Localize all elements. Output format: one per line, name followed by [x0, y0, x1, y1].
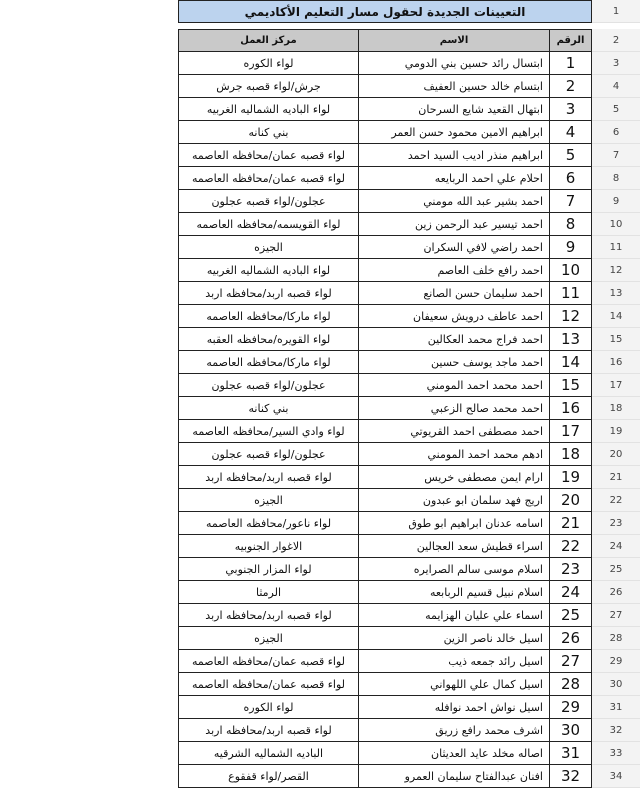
- number-cell[interactable]: 25: [550, 604, 592, 627]
- number-cell[interactable]: 12: [550, 305, 592, 328]
- name-cell[interactable]: احمد محمد احمد المومني: [359, 374, 550, 397]
- table-row: [178, 535, 640, 558]
- row-index[interactable]: 14: [592, 305, 640, 328]
- number-cell[interactable]: 15: [550, 374, 592, 397]
- work-center-cell[interactable]: لواء وادي السير/محافظه العاصمه: [178, 420, 359, 443]
- work-center-cell[interactable]: لواء قصبه اربد/محافظه اربد: [178, 719, 359, 742]
- row-index[interactable]: 10: [592, 213, 640, 236]
- number-cell[interactable]: 9: [550, 236, 592, 259]
- number-cell[interactable]: 5: [550, 144, 592, 167]
- name-cell[interactable]: اسيل رائد جمعه ذيب: [359, 650, 550, 673]
- number-cell[interactable]: 14: [550, 351, 592, 374]
- row-index[interactable]: 32: [592, 719, 640, 742]
- number-cell[interactable]: 31: [550, 742, 592, 765]
- table-row: [178, 742, 640, 765]
- name-cell[interactable]: اسلام نبيل قسيم الربابعه: [359, 581, 550, 604]
- work-center-cell[interactable]: الباديه الشماليه الشرقيه: [178, 742, 359, 765]
- name-cell[interactable]: اسيل خالد ناصر الزين: [359, 627, 550, 650]
- table-row: [178, 121, 640, 144]
- table-row: [178, 604, 640, 627]
- work-center-cell[interactable]: لواء الباديه الشماليه الغربيه: [178, 98, 359, 121]
- table-row: [178, 673, 640, 696]
- work-center-cell[interactable]: لواء قصبه اربد/محافظه اربد: [178, 604, 359, 627]
- number-cell[interactable]: 24: [550, 581, 592, 604]
- work-center-cell[interactable]: الاغوار الجنوبيه: [178, 535, 359, 558]
- row-index[interactable]: 17: [592, 374, 640, 397]
- work-center-cell[interactable]: لواء الكوره: [178, 52, 359, 75]
- table-row: [178, 650, 640, 673]
- work-center-cell[interactable]: عجلون/لواء قصبه عجلون: [178, 443, 359, 466]
- row-index[interactable]: 27: [592, 604, 640, 627]
- number-cell[interactable]: 10: [550, 259, 592, 282]
- name-cell[interactable]: احمد سليمان حسن الصانع: [359, 282, 550, 305]
- row-index[interactable]: 8: [592, 167, 640, 190]
- row-index[interactable]: 19: [592, 420, 640, 443]
- name-cell[interactable]: احمد بشير عبد الله مومني: [359, 190, 550, 213]
- number-cell[interactable]: 26: [550, 627, 592, 650]
- table-row: [178, 236, 640, 259]
- row-index[interactable]: 18: [592, 397, 640, 420]
- row-index[interactable]: 12: [592, 259, 640, 282]
- name-cell[interactable]: احمد عاطف درويش سعيفان: [359, 305, 550, 328]
- row-index[interactable]: 16: [592, 351, 640, 374]
- name-cell[interactable]: اشرف محمد رافع زريق: [359, 719, 550, 742]
- table-row: [178, 512, 640, 535]
- number-cell[interactable]: 29: [550, 696, 592, 719]
- name-cell[interactable]: ابراهيم الامين محمود حسن العمر: [359, 121, 550, 144]
- row-index[interactable]: 5: [592, 98, 640, 121]
- table-row: [178, 627, 640, 650]
- work-center-cell[interactable]: عجلون/لواء قصبه عجلون: [178, 374, 359, 397]
- name-cell[interactable]: ارام ايمن مصطفى خريس: [359, 466, 550, 489]
- name-cell[interactable]: احمد محمد صالح الزعبي: [359, 397, 550, 420]
- table-row: [178, 213, 640, 236]
- work-center-cell[interactable]: لواء الكوره: [178, 696, 359, 719]
- work-center-cell[interactable]: لواء القويره/محافظه العقبه: [178, 328, 359, 351]
- table-row: [178, 397, 640, 420]
- work-center-cell[interactable]: القصر/لواء قفقوع: [178, 765, 359, 788]
- work-center-cell[interactable]: الجيزه: [178, 236, 359, 259]
- name-cell[interactable]: احمد تيسير عبد الرحمن زين: [359, 213, 550, 236]
- work-center-cell[interactable]: عجلون/لواء قصبه عجلون: [178, 190, 359, 213]
- work-center-cell[interactable]: الرمثا: [178, 581, 359, 604]
- name-cell[interactable]: اسلام موسى سالم الصرايره: [359, 558, 550, 581]
- table-row: [178, 374, 640, 397]
- row-index[interactable]: 33: [592, 742, 640, 765]
- row-index[interactable]: 1: [592, 0, 640, 23]
- row-index[interactable]: 29: [592, 650, 640, 673]
- row-index[interactable]: 30: [592, 673, 640, 696]
- work-center-cell[interactable]: لواء الباديه الشماليه الغربيه: [178, 259, 359, 282]
- name-cell[interactable]: اسيل نواش احمد نوافله: [359, 696, 550, 719]
- table-row: [178, 581, 640, 604]
- row-index[interactable]: 24: [592, 535, 640, 558]
- sheet-title[interactable]: التعيينات الجديدة لحقول مسار التعليم الأكاديمي: [178, 0, 592, 23]
- table-row: [178, 190, 640, 213]
- number-cell[interactable]: 22: [550, 535, 592, 558]
- name-cell[interactable]: ابتسال رائد حسين بني الدومي: [359, 52, 550, 75]
- header-name[interactable]: الاسم: [359, 29, 550, 52]
- row-index[interactable]: 2: [592, 29, 640, 52]
- row-index[interactable]: 20: [592, 443, 640, 466]
- table-row: [178, 443, 640, 466]
- number-cell[interactable]: 17: [550, 420, 592, 443]
- name-cell[interactable]: احمد فراج محمد العكالين: [359, 328, 550, 351]
- name-cell[interactable]: احلام علي احمد الربايعه: [359, 167, 550, 190]
- work-center-cell[interactable]: بني كنانه: [178, 121, 359, 144]
- row-index[interactable]: 11: [592, 236, 640, 259]
- work-center-cell[interactable]: لواء قصبه عمان/محافظه العاصمه: [178, 167, 359, 190]
- table-row: [178, 765, 640, 788]
- row-index[interactable]: 3: [592, 52, 640, 75]
- work-center-cell[interactable]: بني كنانه: [178, 397, 359, 420]
- row-index[interactable]: 26: [592, 581, 640, 604]
- number-cell[interactable]: 13: [550, 328, 592, 351]
- name-cell[interactable]: ادهم محمد احمد المومني: [359, 443, 550, 466]
- name-cell[interactable]: اريج فهد سلمان ابو عبدون: [359, 489, 550, 512]
- number-cell[interactable]: 6: [550, 167, 592, 190]
- number-cell[interactable]: 1: [550, 52, 592, 75]
- work-center-cell[interactable]: جرش/لواء قصبه جرش: [178, 75, 359, 98]
- name-cell[interactable]: احمد مصطفى احمد القريوتي: [359, 420, 550, 443]
- number-cell[interactable]: 16: [550, 397, 592, 420]
- table-row: [178, 696, 640, 719]
- title-row: [178, 0, 640, 23]
- number-cell[interactable]: 18: [550, 443, 592, 466]
- number-cell[interactable]: 21: [550, 512, 592, 535]
- row-index[interactable]: 15: [592, 328, 640, 351]
- name-cell[interactable]: اسماء علي عليان الهزايمه: [359, 604, 550, 627]
- work-center-cell[interactable]: لواء ماركا/محافظه العاصمه: [178, 351, 359, 374]
- row-index[interactable]: 22: [592, 489, 640, 512]
- blank-area: [0, 0, 178, 781]
- header-row: [178, 29, 640, 52]
- number-cell[interactable]: 20: [550, 489, 592, 512]
- row-index[interactable]: 6: [592, 121, 640, 144]
- row-index[interactable]: 7: [592, 144, 640, 167]
- number-cell[interactable]: 28: [550, 673, 592, 696]
- row-index[interactable]: 9: [592, 190, 640, 213]
- name-cell[interactable]: ابتسام خالد حسين العفيف: [359, 75, 550, 98]
- table-row: [178, 489, 640, 512]
- name-cell[interactable]: اصاله مخلد عايد العديثان: [359, 742, 550, 765]
- table-row: [178, 305, 640, 328]
- row-index[interactable]: 13: [592, 282, 640, 305]
- number-cell[interactable]: 19: [550, 466, 592, 489]
- name-cell[interactable]: ابتهال القعيد شايع السرحان: [359, 98, 550, 121]
- row-index[interactable]: 31: [592, 696, 640, 719]
- number-cell[interactable]: 4: [550, 121, 592, 144]
- name-cell[interactable]: اسامه عدنان ابراهيم ابو طوق: [359, 512, 550, 535]
- number-cell[interactable]: 32: [550, 765, 592, 788]
- table-row: [178, 282, 640, 305]
- name-cell[interactable]: احمد ماجد يوسف حسين: [359, 351, 550, 374]
- number-cell[interactable]: 3: [550, 98, 592, 121]
- work-center-cell[interactable]: الجيزه: [178, 489, 359, 512]
- number-cell[interactable]: 30: [550, 719, 592, 742]
- table-row: [178, 75, 640, 98]
- number-cell[interactable]: 23: [550, 558, 592, 581]
- work-center-cell[interactable]: لواء قصبه اربد/محافظه اربد: [178, 466, 359, 489]
- work-center-cell[interactable]: لواء المزار الجنوبي: [178, 558, 359, 581]
- table-row: [178, 328, 640, 351]
- table-row: [178, 466, 640, 489]
- work-center-cell[interactable]: لواء القويسمه/محافظه العاصمه: [178, 213, 359, 236]
- work-center-cell[interactable]: لواء قصبه اربد/محافظه اربد: [178, 282, 359, 305]
- row-index[interactable]: 28: [592, 627, 640, 650]
- table-row: [178, 98, 640, 121]
- table-row: [178, 351, 640, 374]
- number-cell[interactable]: 8: [550, 213, 592, 236]
- work-center-cell[interactable]: لواء ناعور/محافظه العاصمه: [178, 512, 359, 535]
- table-row: [178, 420, 640, 443]
- name-cell[interactable]: افنان عبدالفتاح سليمان العمرو: [359, 765, 550, 788]
- name-cell[interactable]: احمد رافع خلف العاصم: [359, 259, 550, 282]
- row-index[interactable]: 25: [592, 558, 640, 581]
- row-index[interactable]: 23: [592, 512, 640, 535]
- number-cell[interactable]: 27: [550, 650, 592, 673]
- row-index[interactable]: 4: [592, 75, 640, 98]
- header-number[interactable]: الرقم: [550, 29, 592, 52]
- name-cell[interactable]: احمد راضي لافي السكران: [359, 236, 550, 259]
- table-row: [178, 719, 640, 742]
- header-work-center[interactable]: مركز العمل: [178, 29, 359, 52]
- name-cell[interactable]: اسيل كمال علي اللهواني: [359, 673, 550, 696]
- work-center-cell[interactable]: لواء قصبه عمان/محافظه العاصمه: [178, 144, 359, 167]
- table-row: [178, 167, 640, 190]
- table-row: [178, 259, 640, 282]
- work-center-cell[interactable]: لواء قصبه عمان/محافظه العاصمه: [178, 650, 359, 673]
- work-center-cell[interactable]: لواء ماركا/محافظه العاصمه: [178, 305, 359, 328]
- name-cell[interactable]: ابراهيم منذر اديب السيد احمد: [359, 144, 550, 167]
- table-row: [178, 144, 640, 167]
- number-cell[interactable]: 2: [550, 75, 592, 98]
- name-cell[interactable]: اسراء قطيش سعد العجالين: [359, 535, 550, 558]
- work-center-cell[interactable]: لواء قصبه عمان/محافظه العاصمه: [178, 673, 359, 696]
- number-cell[interactable]: 7: [550, 190, 592, 213]
- row-index[interactable]: 34: [592, 765, 640, 788]
- table-row: [178, 52, 640, 75]
- number-cell[interactable]: 11: [550, 282, 592, 305]
- work-center-cell[interactable]: الجيزه: [178, 627, 359, 650]
- row-index[interactable]: 21: [592, 466, 640, 489]
- table-row: [178, 558, 640, 581]
